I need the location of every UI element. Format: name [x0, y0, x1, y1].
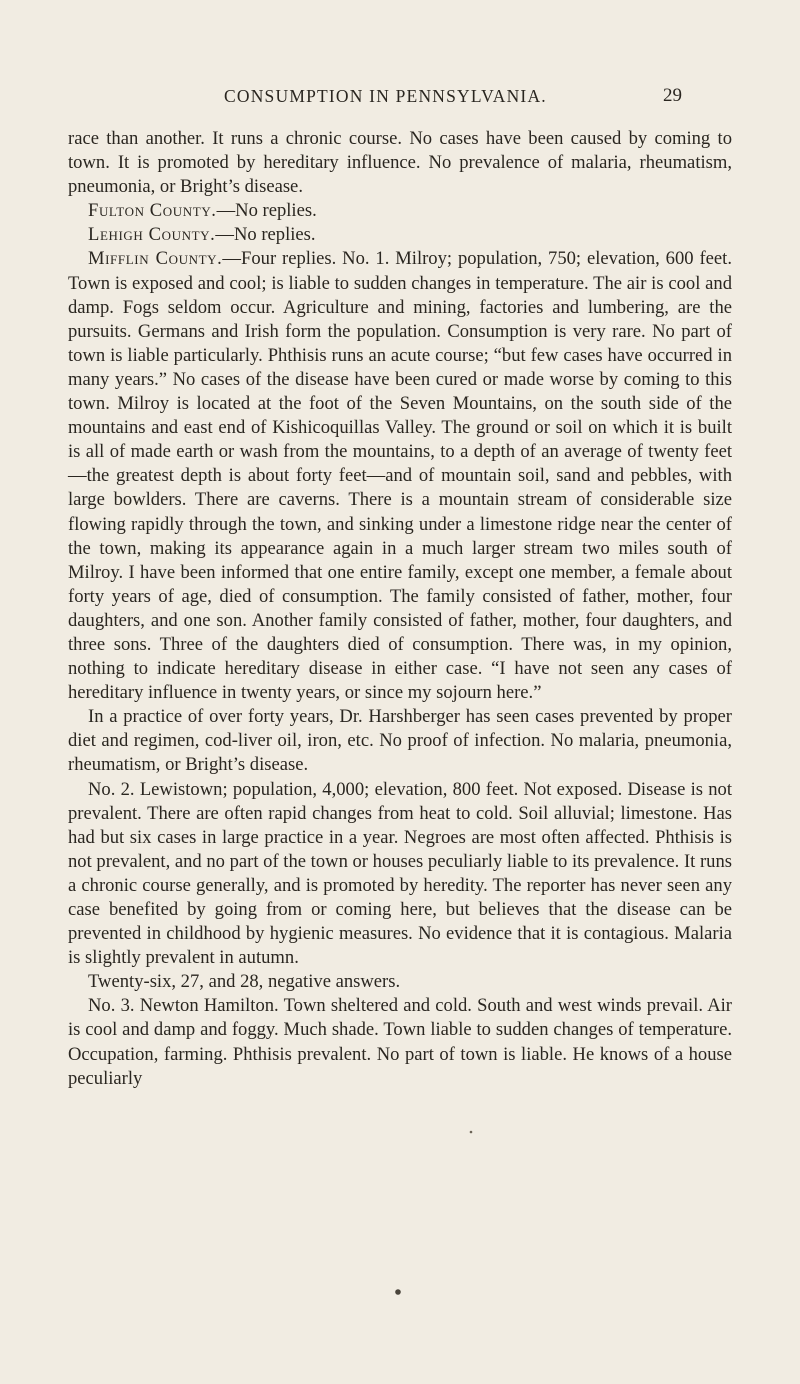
paragraph: No. 3. Newton Hamilton. Town sheltered and cold. South and west winds prevail. Air is cool and damp and foggy. Much shade. Town liable to sudden changes of temperature. Occupation, farming. Phthisis prevalent. No part of town is liable. He knows of a house peculiarly	[68, 995, 732, 1089]
paragraph-lehigh-county: Lehigh County.—No replies.	[88, 224, 316, 246]
county-heading: Mifflin County.	[88, 248, 223, 270]
paragraph: race than another. It runs a chronic course. No cases have been caused by coming to town. It is promoted by hereditary influence. No prevalence of malaria, rheumatism, pneumonia, or Bright’s disease.	[68, 128, 732, 198]
page-header	[0, 86, 800, 110]
running-head: CONSUMPTION IN PENNSYLVANIA.	[224, 86, 547, 106]
ink-speck	[470, 1131, 473, 1134]
paragraph: In a practice of over forty years, Dr. Harshberger has seen cases prevented by proper diet and regimen, cod-liver oil, iron, etc. No proof of infection. No malaria, pneumonia, rheumatism, or Bright’s disease.	[68, 706, 732, 776]
ink-speck	[395, 1289, 401, 1295]
paragraph-fulton-county: Fulton County.—No replies.	[88, 200, 317, 222]
county-heading: Fulton County.	[88, 200, 217, 222]
county-heading: Lehigh County.	[88, 224, 216, 246]
body-text	[68, 127, 732, 1091]
paragraph: Twenty-six, 27, and 28, negative answers.	[88, 971, 401, 993]
page-number: 29	[663, 85, 682, 106]
paragraph-mifflin-county: Mifflin County.—Four replies. No. 1. Milroy; population, 750; elevation, 600 feet. Town is exposed and cool; is liable to sudden changes in temperature. The air is cool and damp. Fogs seldom occur. Agriculture and mining, factories and lumbering, are the pursuits. Germans and Irish form the population. Consumption is very rare. No part of town is liable particularly. Phthisis runs an acute course; “but few cases have occurred in many years.” No cases of the disease have been cured or made worse by coming to this town. Milroy is located at the foot of the Seven Mountains, on the south side of the mountains and east end of Kishicoquillas Valley. The ground or soil on which it is built is all of made earth or wash from the mountains, to a depth of an average of twenty feet—the greatest depth is about forty feet—and of mountain soil, sand and pebbles, with large bowlders. There are caverns. There is a mountain stream of considerable size flowing rapidly through the town, and sinking under a limestone ridge near the center of the town, making its appearance again in a much larger stream two miles south of Milroy. I have been informed that one entire family, except one member, a female about forty years of age, died of consumption. The family consisted of father, mother, four daughters, and one son. Another family consisted of father, mother, four daughters, and three sons. Three of the daughters died of consumption. There was, in my opinion, nothing to indicate hereditary disease in either case. “I have not seen any cases of hereditary influence in twenty years, or since my sojourn here.”	[68, 248, 732, 704]
paragraph: No. 2. Lewistown; population, 4,000; elevation, 800 feet. Not exposed. Disease is not prevalent. There are often rapid changes from heat to cold. Soil alluvial; limestone. Has had but six cases in large practice in a year. Negroes are most often affected. Phthisis is not prevalent, and no part of the town or houses peculiarly liable to its prevalence. It runs a chronic course generally, and is promoted by heredity. The reporter has never seen any case benefited by going from or coming here, but believes that the disease can be prevented in childhood by hygienic measures. No evidence that it is contagious. Malaria is slightly prevalent in autumn.	[68, 778, 733, 969]
